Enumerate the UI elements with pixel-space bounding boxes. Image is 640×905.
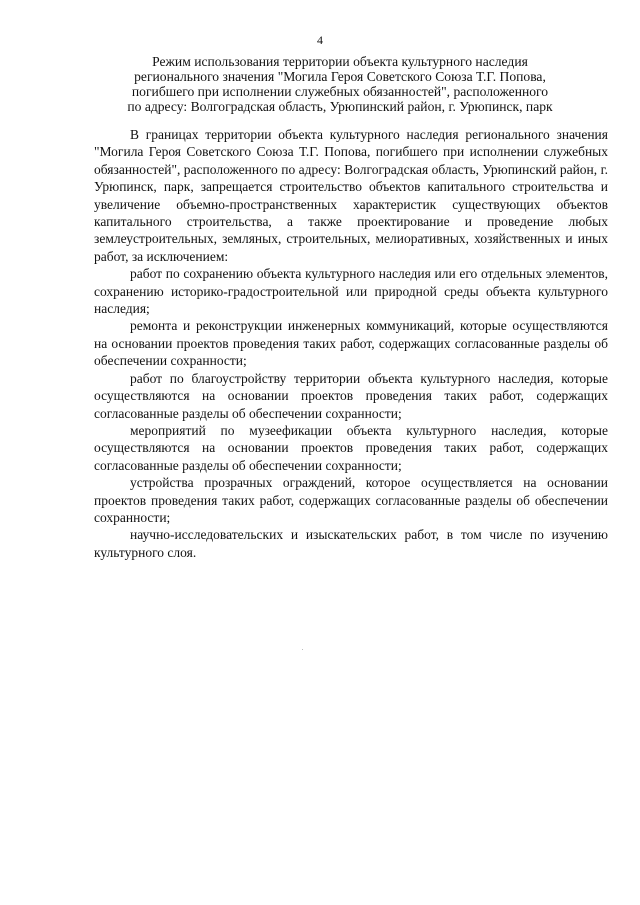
exception-item: научно-исследовательских и изыскательских работ, в том числе по изучению культурного слоя. bbox=[94, 527, 608, 560]
page-number: 4 bbox=[317, 33, 323, 47]
document-body bbox=[94, 126, 608, 561]
exception-item: ремонта и реконструкции инженерных коммуникаций, которые осуществляются на основании проектов проведения таких работ, содержащих согласованные разделы об обеспечении сохранности; bbox=[94, 318, 608, 369]
document-title bbox=[70, 54, 610, 114]
exception-item: работ по благоустройству территории объекта культурного наследия, которые осуществляются на основании проектов проведения таких работ, содержащих согласованные разделы об обеспечении сохранности; bbox=[94, 370, 608, 421]
exception-item: мероприятий по музеефикации объекта культурного наследия, которые осуществляются на основании проектов проведения таких работ, содержащих согласованные разделы об обеспечении сохранности; bbox=[94, 422, 608, 473]
exception-item: работ по сохранению объекта культурного наследия или его отдельных элементов, сохранению историко-градостроительной или природной среды объекта культурного наследия; bbox=[94, 266, 608, 317]
title-line: по адресу: Волгоградская область, Урюпинский район, г. Урюпинск, парк bbox=[127, 99, 553, 114]
title-line: регионального значения "Могила Героя Советского Союза Т.Г. Попова, bbox=[134, 69, 546, 84]
title-line: Режим использования территории объекта культурного наследия bbox=[152, 54, 528, 69]
scan-speck bbox=[302, 649, 303, 650]
exception-item: устройства прозрачных ограждений, которое осуществляется на основании проектов проведения таких работ, содержащих согласованные разделы об обеспечении сохранности; bbox=[94, 475, 608, 525]
intro-paragraph: В границах территории объекта культурного наследия регионального значения "Могила Героя Советского Союза Т.Г. Попова, погибшего при исполнении служебных обязанностей", расположенного по адресу: Волгоградская область, Урюпинский район, г. Урюпинск, парк, запрещается строительство объектов капитального строительства и увеличение объемно-пространственных характеристик существующих объектов капитального строительства, а также проектирование и проведение любых землеустроительных, земляных, строительных, мелиоративных, хозяйственных и иных работ, за исключением: bbox=[94, 127, 608, 264]
title-line: погибшего при исполнении служебных обязанностей", расположенного bbox=[131, 84, 549, 99]
